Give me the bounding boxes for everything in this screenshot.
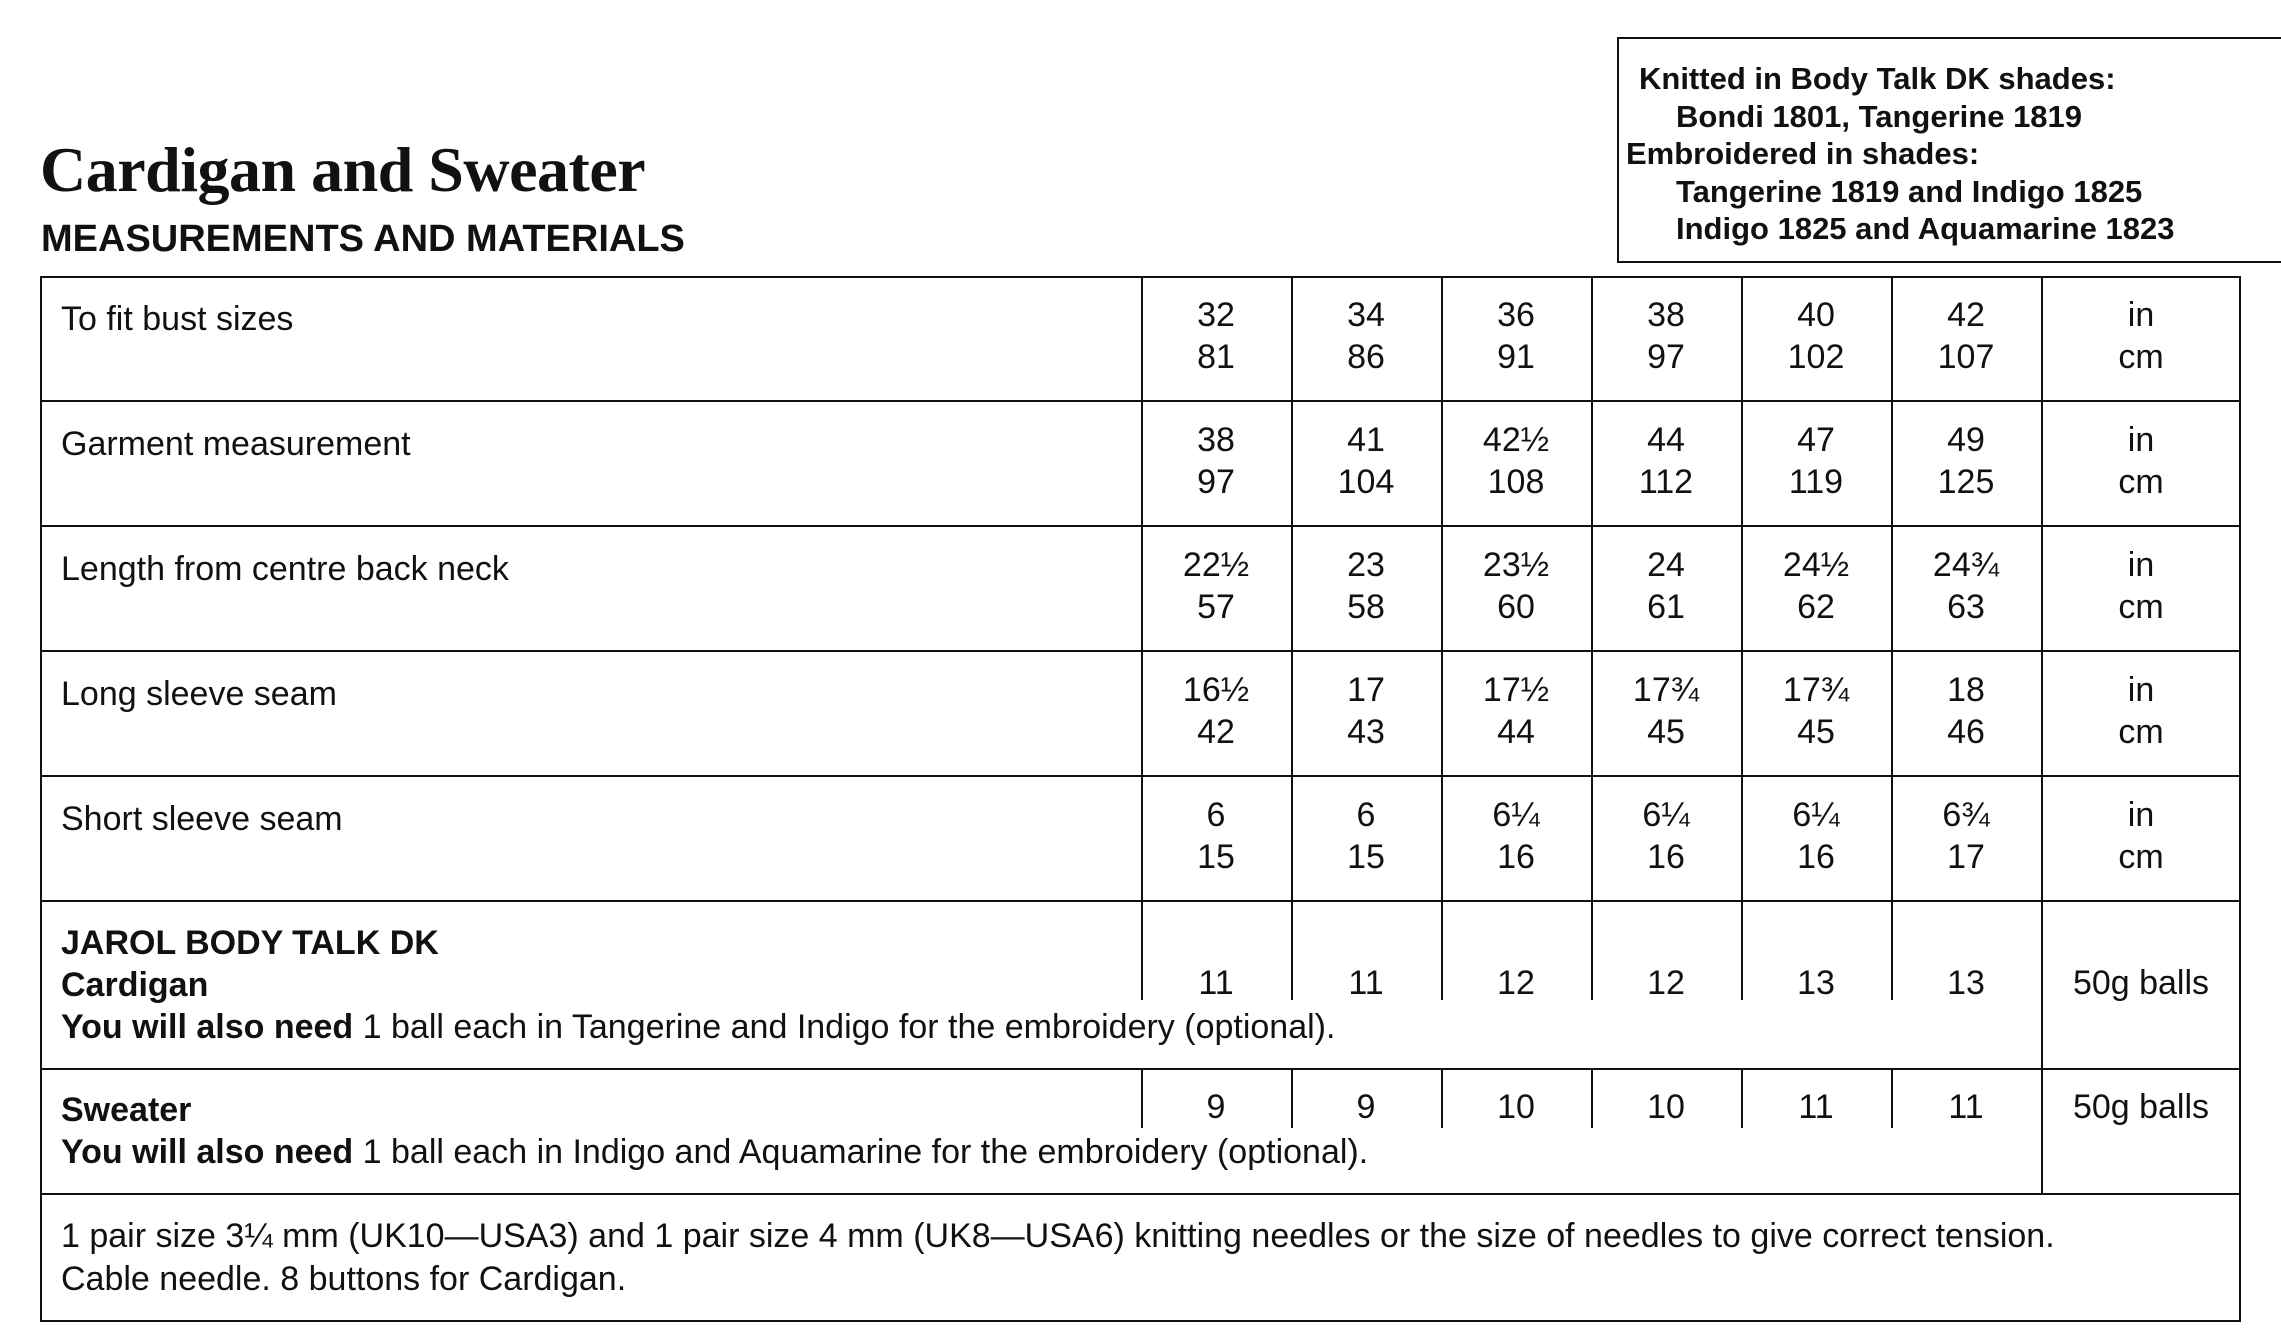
size-6-value: 18 46	[1947, 671, 1985, 751]
sweater-label: Sweater	[61, 1091, 192, 1129]
yarn-brand: JAROL BODY TALK DK	[61, 924, 439, 962]
size-4-value: 6¼ 16	[1642, 796, 1690, 876]
row-label: Garment measurement	[61, 425, 411, 463]
size-5-value: 40 102	[1787, 296, 1845, 376]
size-5-value: 24½ 62	[1782, 546, 1850, 626]
needles-line-2: Cable needle. 8 buttons for Cardigan.	[61, 1260, 627, 1298]
sweater-balls-size-2: 9	[1356, 1088, 1376, 1126]
page-title: Cardigan and Sweater	[40, 134, 646, 205]
row-label: To fit bust sizes	[61, 300, 294, 338]
row-label: Long sleeve seam	[61, 675, 337, 713]
size-4-value: 17¾ 45	[1632, 671, 1700, 751]
embroidered-shades-heading: Embroidered in shades:	[1626, 136, 1980, 171]
size-3-value: 17½ 44	[1482, 671, 1550, 751]
size-3-value: 42½ 108	[1482, 421, 1550, 501]
size-4-value: 38 97	[1647, 296, 1685, 376]
embroidered-shades-sweater: Indigo 1825 and Aquamarine 1823	[1676, 211, 2175, 246]
sweater-balls-size-4: 10	[1647, 1088, 1685, 1126]
size-2-value: 23 58	[1347, 546, 1385, 626]
page-subtitle: MEASUREMENTS AND MATERIALS	[41, 218, 685, 260]
cardigan-balls-size-5: 13	[1797, 964, 1835, 1002]
cardigan-balls-size-4: 12	[1647, 964, 1685, 1002]
unit-label: in cm	[2118, 546, 2164, 626]
size-1-value: 38 97	[1197, 421, 1235, 501]
size-2-value: 34 86	[1347, 296, 1385, 376]
size-2-value: 41 104	[1337, 421, 1395, 501]
knitted-shades-list: Bondi 1801, Tangerine 1819	[1676, 99, 2083, 134]
size-5-value: 47 119	[1788, 421, 1844, 501]
cardigan-balls-size-6: 13	[1947, 964, 1985, 1002]
sweater-balls-size-6: 11	[1948, 1088, 1984, 1126]
size-4-value: 24 61	[1647, 546, 1685, 626]
size-6-value: 24¾ 63	[1932, 546, 2000, 626]
size-1-value: 16½ 42	[1182, 671, 1250, 751]
size-1-value: 6 15	[1197, 796, 1235, 876]
sweater-balls-size-5: 11	[1798, 1088, 1834, 1126]
row-divider	[40, 1193, 2241, 1195]
size-5-value: 6¼ 16	[1792, 796, 1840, 876]
size-2-value: 17 43	[1347, 671, 1385, 751]
size-1-value: 22½ 57	[1182, 546, 1250, 626]
size-6-value: 49 125	[1937, 421, 1995, 501]
row-label: Length from centre back neck	[61, 550, 509, 588]
size-2-value: 6 15	[1347, 796, 1385, 876]
knitted-shades-heading: Knitted in Body Talk DK shades:	[1639, 61, 2116, 96]
sweater-unit: 50g balls	[2072, 1088, 2210, 1126]
size-6-value: 42 107	[1937, 296, 1995, 376]
sweater-balls-size-3: 10	[1497, 1088, 1535, 1126]
unit-label: in cm	[2118, 671, 2164, 751]
needles-line-1: 1 pair size 3¼ mm (UK10—USA3) and 1 pair size 4 mm (UK8—USA6) knitting needles or the size of needles to give correct tension.	[61, 1217, 2055, 1255]
size-3-value: 36 91	[1497, 296, 1535, 376]
cardigan-note: You will also need 1 ball each in Tangerine and Indigo for the embroidery (optional).	[61, 1008, 1336, 1046]
cardigan-unit: 50g balls	[2072, 964, 2210, 1002]
size-3-value: 6¼ 16	[1492, 796, 1540, 876]
unit-label: in cm	[2118, 296, 2164, 376]
unit-label: in cm	[2118, 421, 2164, 501]
size-4-value: 44 112	[1638, 421, 1694, 501]
embroidered-shades-cardigan: Tangerine 1819 and Indigo 1825	[1676, 174, 2143, 209]
shades-box	[1617, 37, 2281, 263]
size-6-value: 6¾ 17	[1942, 796, 1990, 876]
cardigan-balls-size-3: 12	[1497, 964, 1535, 1002]
sweater-note: You will also need 1 ball each in Indigo and Aquamarine for the embroidery (optional).	[61, 1133, 1369, 1171]
row-label: Short sleeve seam	[61, 800, 343, 838]
size-5-value: 17¾ 45	[1782, 671, 1850, 751]
cardigan-balls-size-1: 11	[1198, 964, 1234, 1002]
cardigan-balls-size-2: 11	[1348, 964, 1384, 1002]
cardigan-label: Cardigan	[61, 966, 209, 1004]
sweater-balls-size-1: 9	[1206, 1088, 1226, 1126]
size-1-value: 32 81	[1197, 296, 1235, 376]
unit-label: in cm	[2118, 796, 2164, 876]
size-3-value: 23½ 60	[1482, 546, 1550, 626]
